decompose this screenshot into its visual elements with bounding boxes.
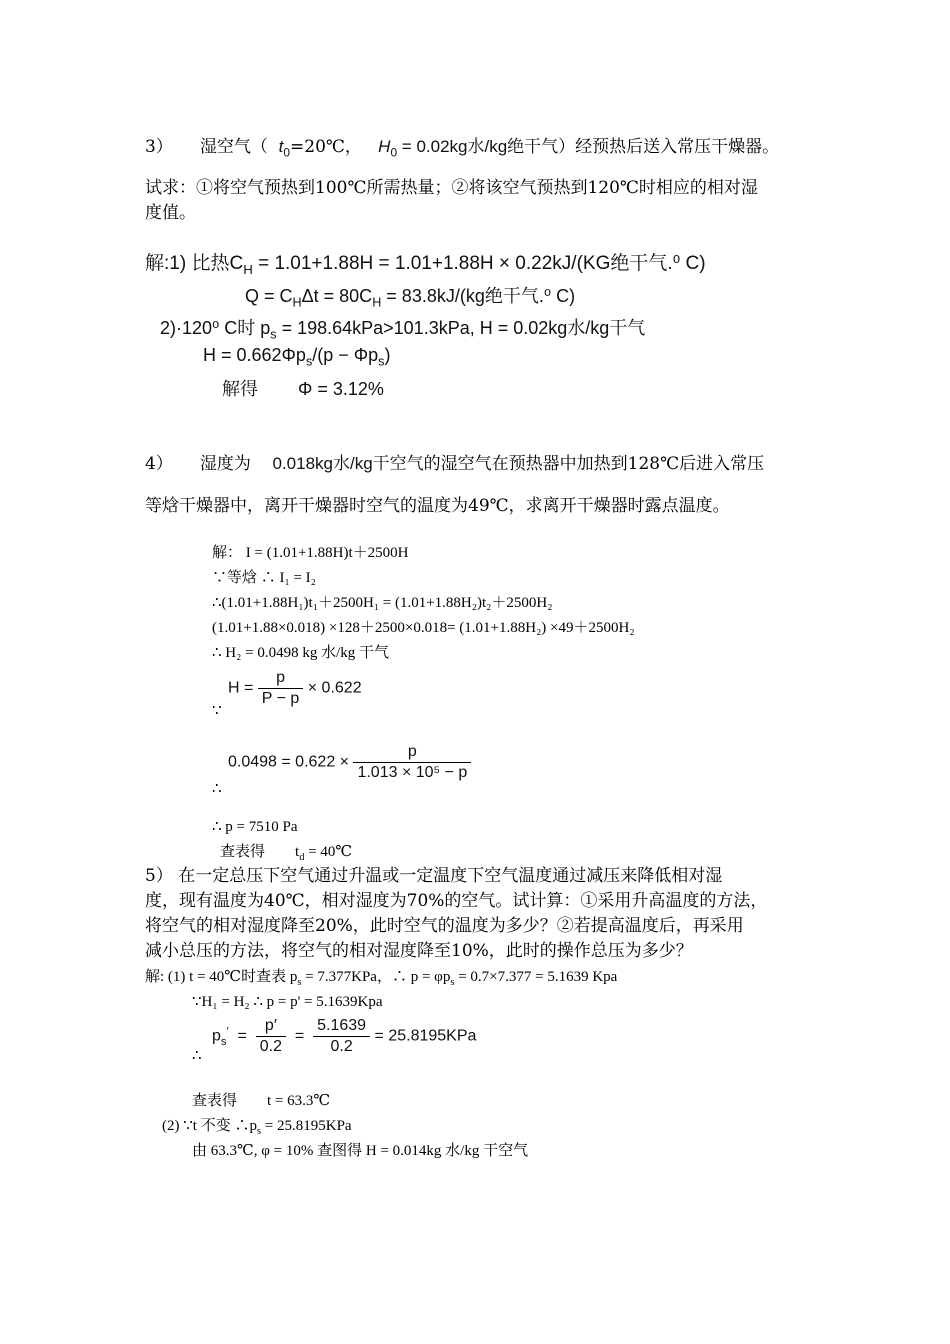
q5-line2: 度，现有温度为40℃，相对湿度为70%的空气。试计算：①采用升高温度的方法， (145, 891, 768, 911)
sol4-line3: ∴(1.01+1.88H₁)t₁＋2500H₁ = (1.01+1.88H₂)t₂＋2500H₂ (212, 595, 553, 611)
sol5-line3: 查表得 t = 63.3℃ (192, 1093, 331, 1109)
sol3-line3: 2)·120⁰ C时 $p_s = 198.64kPa>101.3kPa$, H = 0.02kg水/kg干气 (160, 318, 646, 342)
sol3-line5: 解得 Φ = 3.12% (222, 379, 384, 399)
sol5-line1: 解: (1) t = 40℃时查表 $p_s = 7.377KPa$，∴ $p = \varphi p_s = 0.7\times 7.377 = 5.1639$ Kpa (145, 969, 618, 988)
sol4-line6: ∴ p = 7510 Pa (212, 819, 298, 835)
q4-line2: 等焓干燥器中，离开干燥器时空气的温度为49℃，求离开干燥器时露点温度。 (145, 496, 730, 516)
q5-line4: 减小总压的方法，将空气的相对湿度降至10%，此时的操作总压为多少？ (145, 941, 693, 961)
q4-line1: 4） 湿度为 0.018kg水/kg干空气的湿空气在预热器中加热到128℃后进入常压 (145, 454, 765, 474)
q3-line1: 3） 湿空气（ $t_0=20℃$， $H_0 = 0.02kg$水/kg绝干气）经预热后送入常压干燥器。 (145, 137, 780, 160)
sol4-line1: 解： I = (1.01+1.88H)t＋2500H (212, 545, 409, 561)
q3-line3: 度值。 (145, 203, 196, 223)
sol4-because: ∵ (212, 703, 222, 719)
q5-line1: 5） 在一定总压下空气通过升温或一定温度下空气温度通过减压来降低相对湿 (145, 866, 723, 886)
sol5-therefore: ∴ (192, 1048, 202, 1064)
sol3-line1: 解:1) 比热$C_H = 1.01+1.88H = 1.01+1.88H \times 0.22kJ/(KG$绝干气.⁰ C) (145, 253, 706, 277)
sol4-line4: (1.01+1.88×0.018) ×128＋2500×0.018= (1.01+1.88H₂) ×49＋2500H₂ (212, 620, 635, 636)
sol3-line2: $Q = C_H\Delta t = 80C_H = 83.8kJ/(kg$绝干气.⁰ C) (245, 286, 576, 310)
sol4-formula2: 0.0498 = 0.622 × $\frac{p}{\text{1.013 × 10⁵ − p}}$ (228, 742, 471, 783)
q3-line2: 试求：①将空气预热到100℃所需热量；②将该空气预热到120℃时相应的相对湿 (145, 178, 758, 198)
sol4-line2: ∵等焓 ∴ I₁ = I₂ (212, 570, 316, 586)
sol4-line5: ∴ H₂ = 0.0498 kg 水/kg 干气 (212, 645, 389, 661)
q5-line3: 将空气的相对湿度降至20%，此时空气的温度为多少？②若提高温度后，再采用 (145, 916, 744, 936)
sol4-formula1: H = $\frac{p}{P - p}$ × 0.622 (228, 669, 362, 707)
sol5-line5: 由 63.3℃, φ = 10% 查图得 H = 0.014kg 水/kg 干空气 (192, 1143, 529, 1159)
sol4-therefore: ∴ (212, 781, 222, 797)
sol3-line4: $H = 0.662\Phi p_s/(p - \Phi p_s)$ (203, 345, 391, 369)
sol5-line2: ∵H₁ = H₂ ∴ p = p' = 5.1639Kpa (192, 994, 383, 1010)
sol5-line4: (2) ∵t 不变 $\therefore p_s = 25.8195KPa$ (162, 1118, 352, 1137)
sol4-line7: 查表得 $t_d$ = 40℃ (220, 844, 353, 863)
sol5-formula: $p_s'$ = $\frac{p'}{0.2}$ = $\frac{5.1639}{0.2}$ = 25.8195KPa (212, 1017, 477, 1055)
